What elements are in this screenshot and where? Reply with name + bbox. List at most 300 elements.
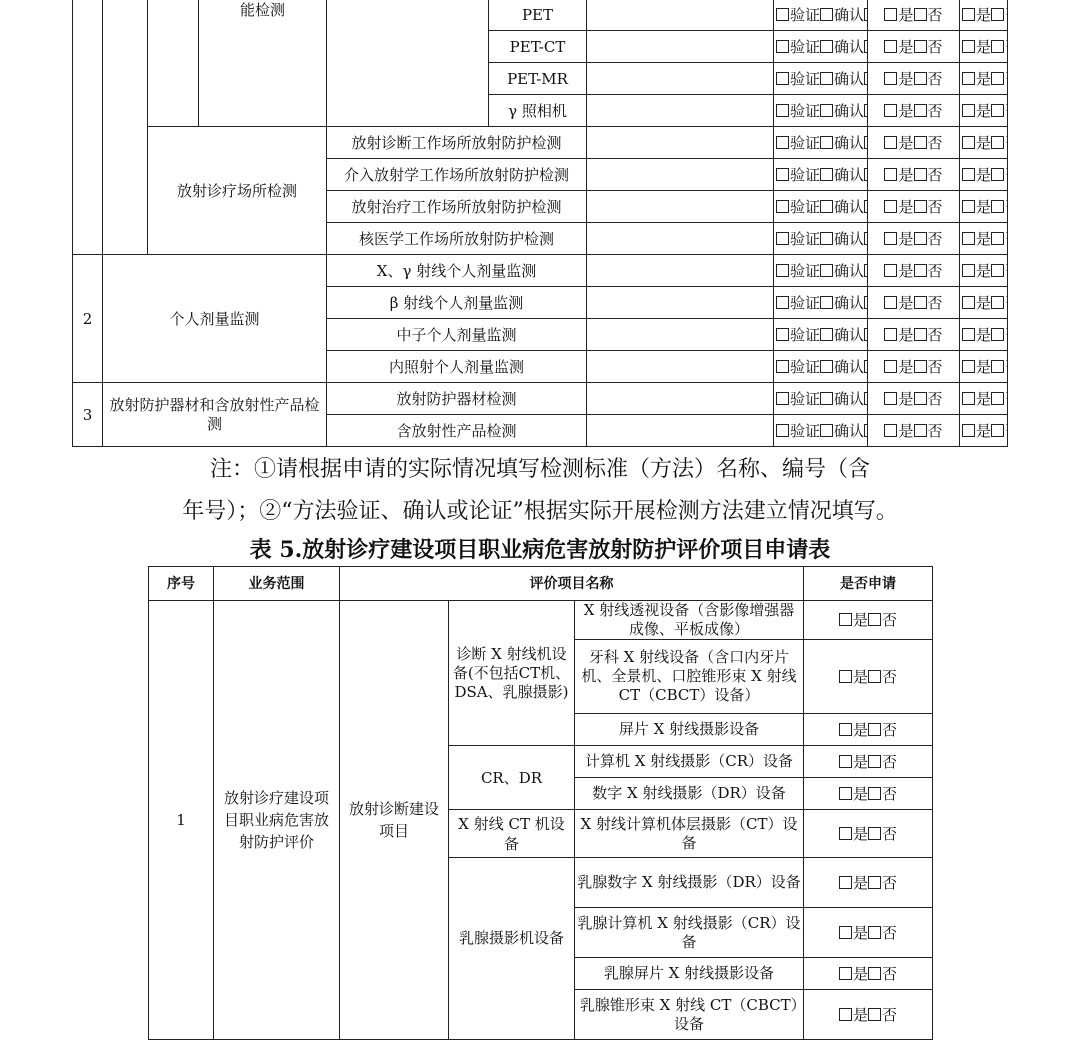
confirm-label: 确认 (834, 389, 865, 408)
no-checkbox[interactable] (868, 926, 881, 939)
ability-options (868, 223, 960, 255)
yes-checkbox[interactable] (884, 168, 897, 181)
confirm-checkbox[interactable] (820, 296, 833, 309)
no-label: 否 (882, 720, 898, 739)
standard-cell (587, 63, 774, 95)
method-options (774, 63, 868, 95)
demonstrate-checkbox[interactable] (864, 104, 867, 117)
no-checkbox[interactable] (991, 40, 1004, 53)
verify-label: 验证 (790, 5, 821, 24)
verify-checkbox[interactable] (776, 40, 789, 53)
yes-checkbox[interactable] (884, 264, 897, 277)
yes-label: 是 (976, 357, 992, 376)
ability-options (868, 31, 960, 63)
item-name-cell: 介入放射学工作场所放射防护检测 (327, 159, 587, 191)
confirm-label: 确认 (834, 229, 865, 248)
demonstrate-checkbox[interactable] (864, 72, 867, 85)
verify-label: 验证 (790, 325, 821, 344)
item-name-cell: PET (489, 0, 587, 31)
yes-checkbox[interactable] (962, 424, 975, 437)
yes-checkbox[interactable] (839, 787, 852, 800)
yes-checkbox[interactable] (884, 328, 897, 341)
yes-checkbox[interactable] (962, 72, 975, 85)
yes-checkbox[interactable] (839, 876, 852, 889)
no-label (1005, 390, 1007, 408)
no-checkbox[interactable] (991, 296, 1004, 309)
yes-label: 是 (853, 784, 869, 803)
apply-options (960, 159, 1008, 191)
yes-checkbox[interactable] (884, 232, 897, 245)
item-name-cell: 乳腺屏片 X 射线摄影设备 (575, 958, 804, 990)
item-name-cell: 中子个人剂量监测 (327, 319, 587, 351)
confirm-checkbox[interactable] (820, 328, 833, 341)
verify-label: 验证 (790, 229, 821, 248)
verify-label: 验证 (790, 389, 821, 408)
no-label: 否 (882, 824, 898, 843)
confirm-checkbox[interactable] (820, 104, 833, 117)
no-checkbox[interactable] (914, 72, 927, 85)
demonstrate-checkbox[interactable] (864, 424, 867, 437)
yes-checkbox[interactable] (884, 296, 897, 309)
item-name-cell: 放射治疗工作场所放射防护检测 (327, 191, 587, 223)
yes-checkbox[interactable] (962, 392, 975, 405)
no-checkbox[interactable] (868, 723, 881, 736)
yes-checkbox[interactable] (962, 104, 975, 117)
no-label: 否 (927, 165, 943, 184)
no-label (1005, 6, 1007, 24)
no-label: 否 (882, 667, 898, 686)
standard-cell (587, 287, 774, 319)
apply-options (960, 351, 1008, 383)
item-name-cell: X 射线透视设备（含影像增强器成像、平板成像） (575, 601, 804, 640)
demonstrate-checkbox[interactable] (864, 232, 867, 245)
no-label: 否 (882, 611, 898, 629)
yes-checkbox[interactable] (962, 232, 975, 245)
apply-options (804, 601, 933, 640)
no-label: 否 (927, 5, 943, 24)
yes-label: 是 (898, 229, 914, 248)
verify-checkbox[interactable] (776, 264, 789, 277)
confirm-checkbox[interactable] (820, 392, 833, 405)
no-label (1005, 230, 1007, 248)
yes-label: 是 (853, 752, 869, 771)
method-options (774, 319, 868, 351)
method-options (774, 351, 868, 383)
yes-label: 是 (976, 293, 992, 312)
no-label: 否 (927, 293, 943, 312)
no-label (1005, 326, 1007, 344)
detection-table (72, 0, 1008, 447)
header-item-name: 评价项目名称 (340, 567, 804, 601)
yes-checkbox[interactable] (884, 200, 897, 213)
demonstrate-checkbox[interactable] (864, 40, 867, 53)
no-checkbox[interactable] (868, 670, 881, 683)
item-name-cell: X 射线计算机体层摄影（CT）设备 (575, 810, 804, 858)
apply-options (960, 0, 1008, 31)
no-checkbox[interactable] (868, 755, 881, 768)
yes-checkbox[interactable] (839, 926, 852, 939)
no-checkbox[interactable] (914, 136, 927, 149)
verify-checkbox[interactable] (776, 136, 789, 149)
no-label: 否 (882, 1005, 898, 1024)
standard-cell (587, 351, 774, 383)
confirm-checkbox[interactable] (820, 72, 833, 85)
item-name-cell: 放射防护器材检测 (327, 383, 587, 415)
yes-checkbox[interactable] (884, 392, 897, 405)
no-checkbox[interactable] (991, 200, 1004, 213)
demonstrate-checkbox[interactable] (864, 264, 867, 277)
yes-label: 是 (898, 133, 914, 152)
no-label: 否 (927, 325, 943, 344)
note-line-1: 注：①请根据申请的实际情况填写检测标准（方法）名称、编号（含 (209, 457, 870, 482)
standard-cell (587, 255, 774, 287)
verify-checkbox[interactable] (776, 200, 789, 213)
standard-cell (587, 223, 774, 255)
demonstrate-checkbox[interactable] (864, 392, 867, 405)
table-row (73, 127, 1008, 159)
apply-options (804, 714, 933, 746)
table-row (73, 255, 1008, 287)
demonstrate-checkbox[interactable] (864, 360, 867, 373)
no-checkbox[interactable] (914, 40, 927, 53)
no-label (1005, 70, 1007, 88)
yes-label: 是 (853, 1005, 869, 1024)
no-checkbox[interactable] (991, 104, 1004, 117)
confirm-checkbox[interactable] (820, 136, 833, 149)
no-label: 否 (927, 261, 943, 280)
apply-options (960, 191, 1008, 223)
yes-label: 是 (853, 667, 869, 686)
yes-label: 是 (976, 389, 992, 408)
yes-checkbox[interactable] (884, 72, 897, 85)
no-checkbox[interactable] (914, 232, 927, 245)
verify-label: 验证 (790, 261, 821, 280)
yes-checkbox[interactable] (962, 264, 975, 277)
no-checkbox[interactable] (991, 72, 1004, 85)
confirm-checkbox[interactable] (820, 424, 833, 437)
yes-checkbox[interactable] (884, 424, 897, 437)
apply-options (960, 319, 1008, 351)
confirm-label: 确认 (834, 325, 865, 344)
device-group-cell: X 射线 CT 机设备 (449, 810, 575, 858)
no-label (1005, 38, 1007, 56)
item-name-cell: 乳腺计算机 X 射线摄影（CR）设备 (575, 908, 804, 958)
confirm-label: 确认 (834, 165, 865, 184)
verify-checkbox[interactable] (776, 328, 789, 341)
yes-checkbox[interactable] (884, 136, 897, 149)
standard-cell (587, 319, 774, 351)
confirm-checkbox[interactable] (820, 264, 833, 277)
table-row (73, 0, 1008, 31)
standard-cell (587, 31, 774, 63)
no-checkbox[interactable] (914, 200, 927, 213)
confirm-label: 确认 (834, 101, 865, 120)
yes-label: 是 (898, 5, 914, 24)
confirm-label: 确认 (834, 197, 865, 216)
demonstrate-checkbox[interactable] (864, 168, 867, 181)
no-checkbox[interactable] (991, 264, 1004, 277)
no-label: 否 (927, 229, 943, 248)
row-number-cell: 1 (149, 601, 214, 1040)
yes-label: 是 (898, 37, 914, 56)
yes-label: 是 (976, 5, 992, 24)
device-group-cell: 诊断 X 射线机设备(不包括CT机、DSA、乳腺摄影) (449, 601, 575, 746)
no-checkbox[interactable] (868, 787, 881, 800)
apply-options (960, 223, 1008, 255)
yes-checkbox[interactable] (839, 827, 852, 840)
yes-checkbox[interactable] (962, 296, 975, 309)
item-name-cell: 乳腺锥形束 X 射线 CT（CBCT）设备 (575, 990, 804, 1040)
no-label (1005, 294, 1007, 312)
no-checkbox[interactable] (991, 8, 1004, 21)
no-label (1005, 134, 1007, 152)
yes-checkbox[interactable] (884, 40, 897, 53)
no-checkbox[interactable] (991, 328, 1004, 341)
standard-cell (587, 191, 774, 223)
device-group-cell: CR、DR (449, 746, 575, 810)
yes-label: 是 (976, 69, 992, 88)
apply-options (804, 810, 933, 858)
method-options (774, 383, 868, 415)
yes-label: 是 (976, 197, 992, 216)
no-checkbox[interactable] (868, 967, 881, 980)
standard-cell (587, 127, 774, 159)
no-label: 否 (882, 752, 898, 771)
verify-checkbox[interactable] (776, 296, 789, 309)
table-row (73, 383, 1008, 415)
verify-checkbox[interactable] (776, 424, 789, 437)
verify-label: 验证 (790, 293, 821, 312)
confirm-label: 确认 (834, 133, 865, 152)
no-checkbox[interactable] (991, 360, 1004, 373)
no-checkbox[interactable] (914, 104, 927, 117)
yes-label: 是 (976, 165, 992, 184)
row-number-cell: 2 (73, 255, 103, 383)
item-name-cell: X、γ 射线个人剂量监测 (327, 255, 587, 287)
confirm-checkbox[interactable] (820, 200, 833, 213)
no-checkbox[interactable] (991, 168, 1004, 181)
no-checkbox[interactable] (914, 296, 927, 309)
demonstrate-checkbox[interactable] (864, 296, 867, 309)
verify-checkbox[interactable] (776, 392, 789, 405)
confirm-checkbox[interactable] (820, 360, 833, 373)
no-label: 否 (927, 69, 943, 88)
apply-options (960, 383, 1008, 415)
yes-checkbox[interactable] (962, 136, 975, 149)
no-label: 否 (882, 964, 898, 983)
confirm-label: 确认 (834, 5, 865, 24)
note-line-2: 年号）；②“方法验证、确认或论证”根据实际开展检测方法建立情况填写。 (182, 499, 898, 524)
no-checkbox[interactable] (914, 328, 927, 341)
demonstrate-checkbox[interactable] (864, 136, 867, 149)
no-label: 否 (927, 389, 943, 408)
yes-checkbox[interactable] (962, 328, 975, 341)
place-group-cell: 放射诊疗场所检测 (148, 127, 327, 255)
yes-label: 是 (976, 37, 992, 56)
no-checkbox[interactable] (868, 827, 881, 840)
verify-label: 验证 (790, 69, 821, 88)
verify-checkbox[interactable] (776, 232, 789, 245)
row-number-cell: 3 (73, 383, 103, 447)
apply-options (960, 31, 1008, 63)
table5-header-row (149, 567, 933, 601)
header-scope: 业务范围 (214, 567, 340, 601)
no-checkbox[interactable] (991, 232, 1004, 245)
verify-label: 验证 (790, 133, 821, 152)
yes-label: 是 (898, 197, 914, 216)
yes-checkbox[interactable] (962, 360, 975, 373)
project-cell: 放射诊断建设项目 (340, 601, 449, 1040)
no-label (1005, 358, 1007, 376)
verify-checkbox[interactable] (776, 104, 789, 117)
item-name-cell: PET-CT (489, 31, 587, 63)
item-name-cell: 含放射性产品检测 (327, 415, 587, 447)
evaluation-table (148, 566, 933, 1040)
ability-options (868, 127, 960, 159)
apply-options (804, 990, 933, 1040)
ability-options (868, 415, 960, 447)
item-name-cell: PET-MR (489, 63, 587, 95)
yes-label: 是 (853, 720, 869, 739)
no-label: 否 (927, 37, 943, 56)
confirm-label: 确认 (834, 293, 865, 312)
apply-options (960, 287, 1008, 319)
ability-options (868, 159, 960, 191)
confirm-checkbox[interactable] (820, 40, 833, 53)
no-checkbox[interactable] (991, 136, 1004, 149)
yes-checkbox[interactable] (839, 755, 852, 768)
yes-checkbox[interactable] (884, 360, 897, 373)
yes-checkbox[interactable] (962, 8, 975, 21)
method-options (774, 415, 868, 447)
standard-cell (587, 159, 774, 191)
no-label (1005, 422, 1007, 440)
apply-options (804, 640, 933, 714)
device-group-cell: 乳腺摄影机设备 (449, 858, 575, 1040)
confirm-checkbox[interactable] (820, 232, 833, 245)
verify-checkbox[interactable] (776, 168, 789, 181)
demonstrate-checkbox[interactable] (864, 200, 867, 213)
yes-checkbox[interactable] (962, 200, 975, 213)
ability-options (868, 95, 960, 127)
yes-label: 是 (898, 69, 914, 88)
no-label: 否 (927, 133, 943, 152)
yes-checkbox[interactable] (839, 967, 852, 980)
no-label: 否 (882, 784, 898, 803)
no-label: 否 (927, 421, 943, 440)
demonstrate-checkbox[interactable] (864, 328, 867, 341)
yes-label: 是 (976, 325, 992, 344)
yes-label: 是 (898, 357, 914, 376)
verify-label: 验证 (790, 421, 821, 440)
no-checkbox[interactable] (868, 1008, 881, 1021)
verify-label: 验证 (790, 101, 821, 120)
item-name-cell: 牙科 X 射线设备（含口内牙片机、全景机、口腔锥形束 X 射线 CT（CBCT）设备） (575, 640, 804, 714)
no-label: 否 (927, 197, 943, 216)
yes-checkbox[interactable] (884, 8, 897, 21)
no-label (1005, 166, 1007, 184)
ability-options (868, 0, 960, 31)
confirm-label: 确认 (834, 261, 865, 280)
yes-label: 是 (898, 389, 914, 408)
method-options (774, 255, 868, 287)
confirm-label: 确认 (834, 421, 865, 440)
no-label (1005, 198, 1007, 216)
no-checkbox[interactable] (914, 8, 927, 21)
no-label (1005, 102, 1007, 120)
ability-options (868, 191, 960, 223)
confirm-checkbox[interactable] (820, 8, 833, 21)
no-checkbox[interactable] (914, 360, 927, 373)
yes-label: 是 (976, 421, 992, 440)
apply-options (960, 95, 1008, 127)
method-options (774, 31, 868, 63)
no-checkbox[interactable] (991, 424, 1004, 437)
apply-options (804, 858, 933, 908)
yes-label: 是 (976, 229, 992, 248)
confirm-checkbox[interactable] (820, 168, 833, 181)
verify-checkbox[interactable] (776, 360, 789, 373)
yes-label: 是 (853, 873, 869, 892)
confirm-label: 确认 (834, 357, 865, 376)
item-name-cell: 计算机 X 射线摄影（CR）设备 (575, 746, 804, 778)
category-cell (103, 0, 148, 255)
verify-label: 验证 (790, 197, 821, 216)
item-name-cell: 内照射个人剂量监测 (327, 351, 587, 383)
yes-checkbox[interactable] (884, 104, 897, 117)
method-options (774, 127, 868, 159)
ability-options (868, 383, 960, 415)
yes-checkbox[interactable] (962, 40, 975, 53)
standard-cell (587, 95, 774, 127)
apply-options (960, 415, 1008, 447)
item-name-cell: 数字 X 射线摄影（DR）设备 (575, 778, 804, 810)
no-checkbox[interactable] (914, 168, 927, 181)
no-checkbox[interactable] (914, 264, 927, 277)
confirm-label: 确认 (834, 69, 865, 88)
standard-cell (587, 415, 774, 447)
yes-checkbox[interactable] (839, 613, 852, 626)
verify-checkbox[interactable] (776, 8, 789, 21)
yes-checkbox[interactable] (839, 670, 852, 683)
ability-options (868, 255, 960, 287)
apply-options (960, 255, 1008, 287)
yes-label: 是 (898, 325, 914, 344)
no-checkbox[interactable] (868, 876, 881, 889)
yes-label: 是 (898, 261, 914, 280)
demonstrate-checkbox[interactable] (864, 8, 867, 21)
verify-label: 验证 (790, 37, 821, 56)
no-checkbox[interactable] (868, 613, 881, 626)
no-checkbox[interactable] (991, 392, 1004, 405)
no-checkbox[interactable] (914, 392, 927, 405)
yes-label: 是 (898, 165, 914, 184)
yes-checkbox[interactable] (962, 168, 975, 181)
no-checkbox[interactable] (914, 424, 927, 437)
yes-checkbox[interactable] (839, 723, 852, 736)
standard-cell (587, 0, 774, 31)
item-name-cell: β 射线个人剂量监测 (327, 287, 587, 319)
group-name-cell: 放射防护器材和含放射性产品检测 (103, 383, 327, 447)
yes-checkbox[interactable] (839, 1008, 852, 1021)
method-options (774, 95, 868, 127)
method-options (774, 159, 868, 191)
item-name-cell: 放射诊断工作场所放射防护检测 (327, 127, 587, 159)
verify-checkbox[interactable] (776, 72, 789, 85)
table-row (149, 601, 933, 640)
yes-label: 是 (898, 101, 914, 120)
verify-label: 验证 (790, 357, 821, 376)
